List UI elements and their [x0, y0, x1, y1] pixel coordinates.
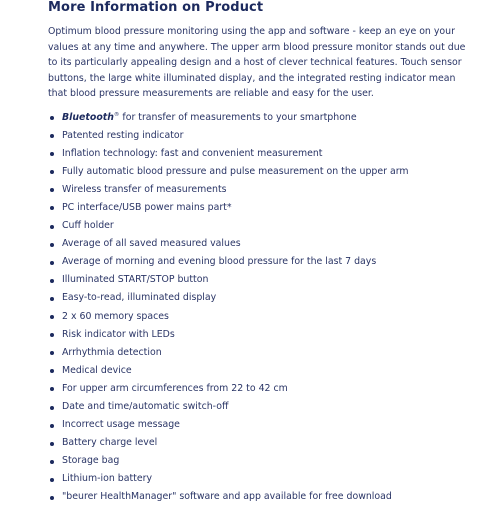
- bullet-icon: [50, 188, 54, 192]
- feature-item: [48, 199, 476, 217]
- feature-text: 2 x 60 memory spaces: [62, 310, 169, 322]
- feature-item: [48, 326, 476, 344]
- feature-item: [48, 217, 476, 235]
- feature-text: Wireless transfer of measurements: [62, 183, 227, 195]
- bullet-icon: [50, 496, 54, 500]
- section-heading: More Information on Product: [48, 0, 264, 15]
- feature-list: [48, 109, 476, 507]
- bullet-icon: [50, 297, 54, 301]
- feature-item: [48, 362, 476, 380]
- feature-item: [48, 253, 476, 271]
- feature-item: [48, 271, 476, 289]
- feature-item: [48, 416, 476, 434]
- feature-text: Risk indicator with LEDs: [62, 328, 175, 340]
- feature-item: [48, 434, 476, 452]
- bullet-icon: [50, 243, 54, 247]
- bullet-icon: [50, 261, 54, 265]
- bullet-icon: [50, 478, 54, 482]
- feature-text: Fully automatic blood pressure and pulse measurement on the upper arm: [62, 165, 409, 177]
- bullet-icon: [50, 351, 54, 355]
- feature-text: Lithium-ion battery: [62, 473, 152, 485]
- bullet-icon: [50, 134, 54, 138]
- bullet-icon: [50, 387, 54, 391]
- feature-text: Inflation technology: fast and convenient measurement: [62, 147, 323, 159]
- bullet-icon: [50, 315, 54, 319]
- bullet-icon: [50, 424, 54, 428]
- feature-text: Battery charge level: [62, 437, 158, 449]
- feature-item: [48, 488, 476, 506]
- bullet-icon: [50, 460, 54, 464]
- feature-item: [48, 181, 476, 199]
- bluetooth-brand: Bluetooth: [62, 111, 114, 123]
- bullet-icon: [50, 333, 54, 337]
- feature-item: [48, 452, 476, 470]
- feature-text: Incorrect usage message: [62, 419, 180, 431]
- feature-text: Average of all saved measured values: [62, 238, 241, 250]
- feature-item: [48, 308, 476, 326]
- bullet-icon: [50, 406, 54, 410]
- feature-item: [48, 235, 476, 253]
- bullet-icon: [50, 206, 54, 210]
- feature-item-bluetooth: [48, 109, 476, 127]
- feature-item: [48, 380, 476, 398]
- feature-text: Patented resting indicator: [62, 129, 184, 141]
- feature-item: [48, 289, 476, 307]
- feature-text: Storage bag: [62, 455, 120, 467]
- feature-item: [48, 344, 476, 362]
- feature-text: Date and time/automatic switch-off: [62, 401, 229, 412]
- feature-text: Arrhythmia detection: [62, 346, 162, 358]
- feature-text: "beurer HealthManager" software and app available for free download: [62, 491, 392, 503]
- feature-item: [48, 145, 476, 163]
- bullet-icon: [50, 279, 54, 283]
- feature-text: Cuff holder: [62, 220, 114, 232]
- feature-text: Average of morning and evening blood pressure for the last 7 days: [62, 256, 377, 268]
- feature-text: for transfer of measurements to your smartphone: [119, 111, 357, 123]
- feature-item: [48, 398, 476, 416]
- feature-item: [48, 163, 476, 181]
- bullet-icon: [50, 152, 54, 156]
- feature-text: Easy-to-read, illuminated display: [62, 292, 217, 304]
- registered-mark: ®: [113, 111, 120, 118]
- intro-paragraph: Optimum blood pressure monitoring using the app and software - keep an eye on your values at any time and anywhere. The upper arm blood pressure monitor stands out due to its particularly appealing design and a host of clever technical features. Touch sensor buttons, the large white illuminated display, and the integrated resting indicator mean that blood pressure measurements are reliable and easy for the user.: [48, 26, 466, 99]
- bullet-icon: [50, 116, 54, 120]
- bullet-icon: [50, 369, 54, 373]
- bullet-icon: [50, 170, 54, 174]
- feature-item: [48, 127, 476, 145]
- feature-item: [48, 470, 476, 488]
- feature-text: Illuminated START/STOP button: [62, 274, 209, 286]
- feature-text: PC interface/USB power mains part*: [62, 201, 232, 213]
- feature-text: Medical device: [62, 364, 132, 376]
- feature-text: For upper arm circumferences from 22 to 42 cm: [62, 382, 288, 394]
- bullet-icon: [50, 225, 54, 229]
- bullet-icon: [50, 442, 54, 446]
